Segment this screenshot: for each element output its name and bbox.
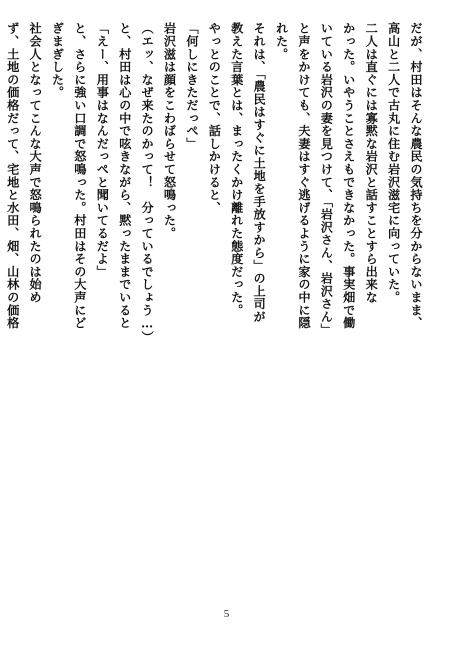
text-line: それは、「農民はすぐに土地を手放すから」の上司が <box>252 22 267 324</box>
text-line: だが、村田はそんな農民の気持ちを分からないまま、 <box>409 22 423 330</box>
vertical-text-body <box>5 22 427 597</box>
page-number: 5 <box>223 608 230 620</box>
text-line: ぎまぎした。 <box>50 22 65 99</box>
text-line: れた。 <box>274 22 289 61</box>
text-line: 教えた言葉とは、まったくかけ離れた態度だった。 <box>229 22 244 317</box>
text-line: と声をかけても、夫妻はすぐ逃げるように家の中に隠 <box>296 22 311 330</box>
text-line: 岩沢滋は顔をこわばらせて怒鳴った。 <box>162 22 177 240</box>
text-line: 高山と二人で古丸に住む岩沢滋宅に向っていた。 <box>386 22 401 304</box>
text-line: 社会人となってこんな大声で怒鳴られたのは始め <box>28 22 43 304</box>
text-line: 「えー、用事はなんだっぺと聞いてるだよ」 <box>95 22 110 278</box>
text-line: いている岩沢の妻を見つけて、「岩沢さん、岩沢さん」 <box>319 22 334 336</box>
text-line: （エッ、なぜ来たのかって！ 分っているでしょう…） <box>140 22 155 344</box>
text-line: ず、土地の価格だって、宅地と水田、畑、山林の価格 <box>5 22 20 330</box>
text-line: 「何しにきただっぺ」 <box>184 22 199 150</box>
text-line: やっとのことで、話しかけると、 <box>207 22 222 214</box>
text-line: と、村田は心の中で呟きながら、黙ったままでいると <box>117 22 132 330</box>
text-line: 二人は直ぐには寡黙な岩沢と話すことすら出来な <box>364 22 379 304</box>
text-line: と、さらに強い口調で怒鳴った。村田はその大声にど <box>72 22 87 330</box>
text-line: かった。いやうことさえもできなかった。事実畑で働 <box>341 22 356 330</box>
